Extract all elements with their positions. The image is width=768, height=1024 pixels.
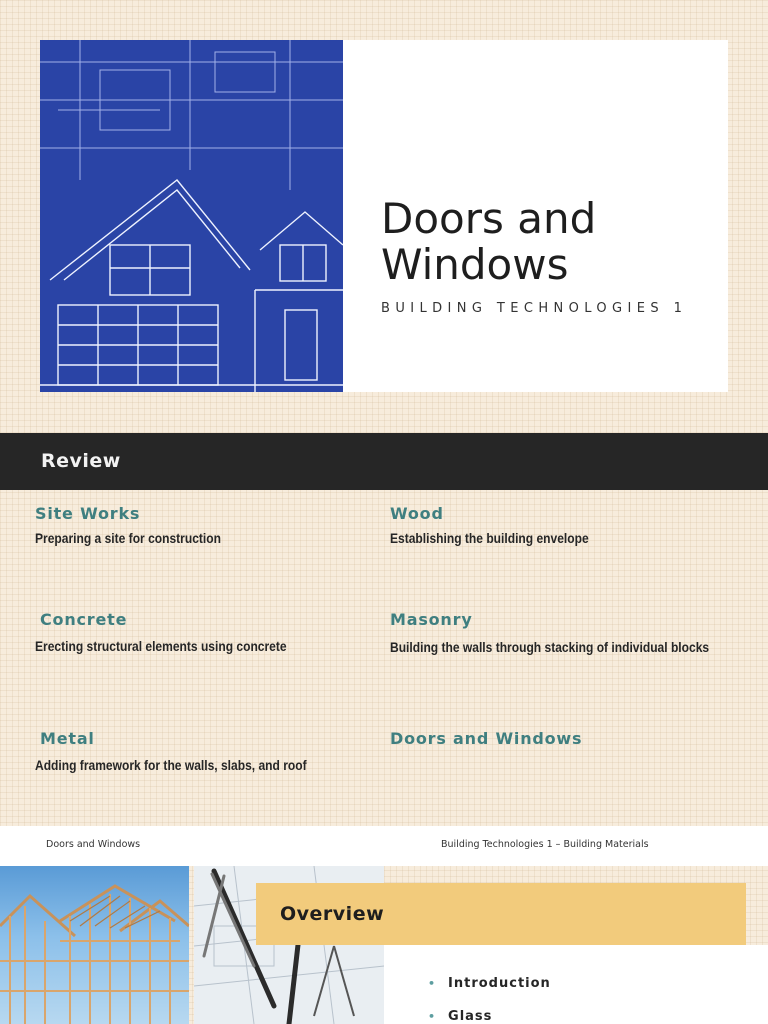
- house-framing-drawing: [0, 866, 189, 1024]
- topic-heading-wood: Wood: [390, 504, 444, 523]
- bullet-icon: •: [428, 1010, 437, 1023]
- topic-heading-metal: Metal: [40, 729, 95, 748]
- slide-title: Doors and Windows: [381, 194, 597, 289]
- list-item: [428, 976, 551, 991]
- house-framing-photo: [0, 866, 189, 1024]
- blueprint-house-image: [40, 40, 343, 392]
- list-item-label: Glass: [448, 1009, 493, 1024]
- topic-description-wood: Establishing the building envelope: [390, 530, 589, 546]
- footer-right-text: Building Technologies 1 – Building Materials: [441, 839, 649, 850]
- list-item-label: Introduction: [448, 976, 551, 991]
- topic-heading-doors-and-windows: Doors and Windows: [390, 729, 583, 748]
- list-item: [428, 1009, 492, 1024]
- footer-left-text: Doors and Windows: [46, 839, 141, 850]
- topic-heading-masonry: Masonry: [390, 610, 473, 629]
- bullet-icon: •: [428, 977, 437, 990]
- topic-description-site-works: Preparing a site for construction: [35, 530, 221, 546]
- topic-heading-concrete: Concrete: [40, 610, 128, 629]
- blueprint-drawing: [40, 40, 343, 392]
- overview-heading: Overview: [280, 903, 385, 925]
- topic-description-masonry: Building the walls through stacking of individual blocks: [390, 639, 710, 655]
- review-heading: Review: [41, 450, 121, 472]
- slide-subtitle: BUILDING TECHNOLOGIES 1: [381, 301, 688, 316]
- topic-heading-site-works: Site Works: [35, 504, 141, 523]
- topic-description-metal: Adding framework for the walls, slabs, and roof: [35, 757, 307, 773]
- topic-description-concrete: Erecting structural elements using concrete: [35, 638, 287, 654]
